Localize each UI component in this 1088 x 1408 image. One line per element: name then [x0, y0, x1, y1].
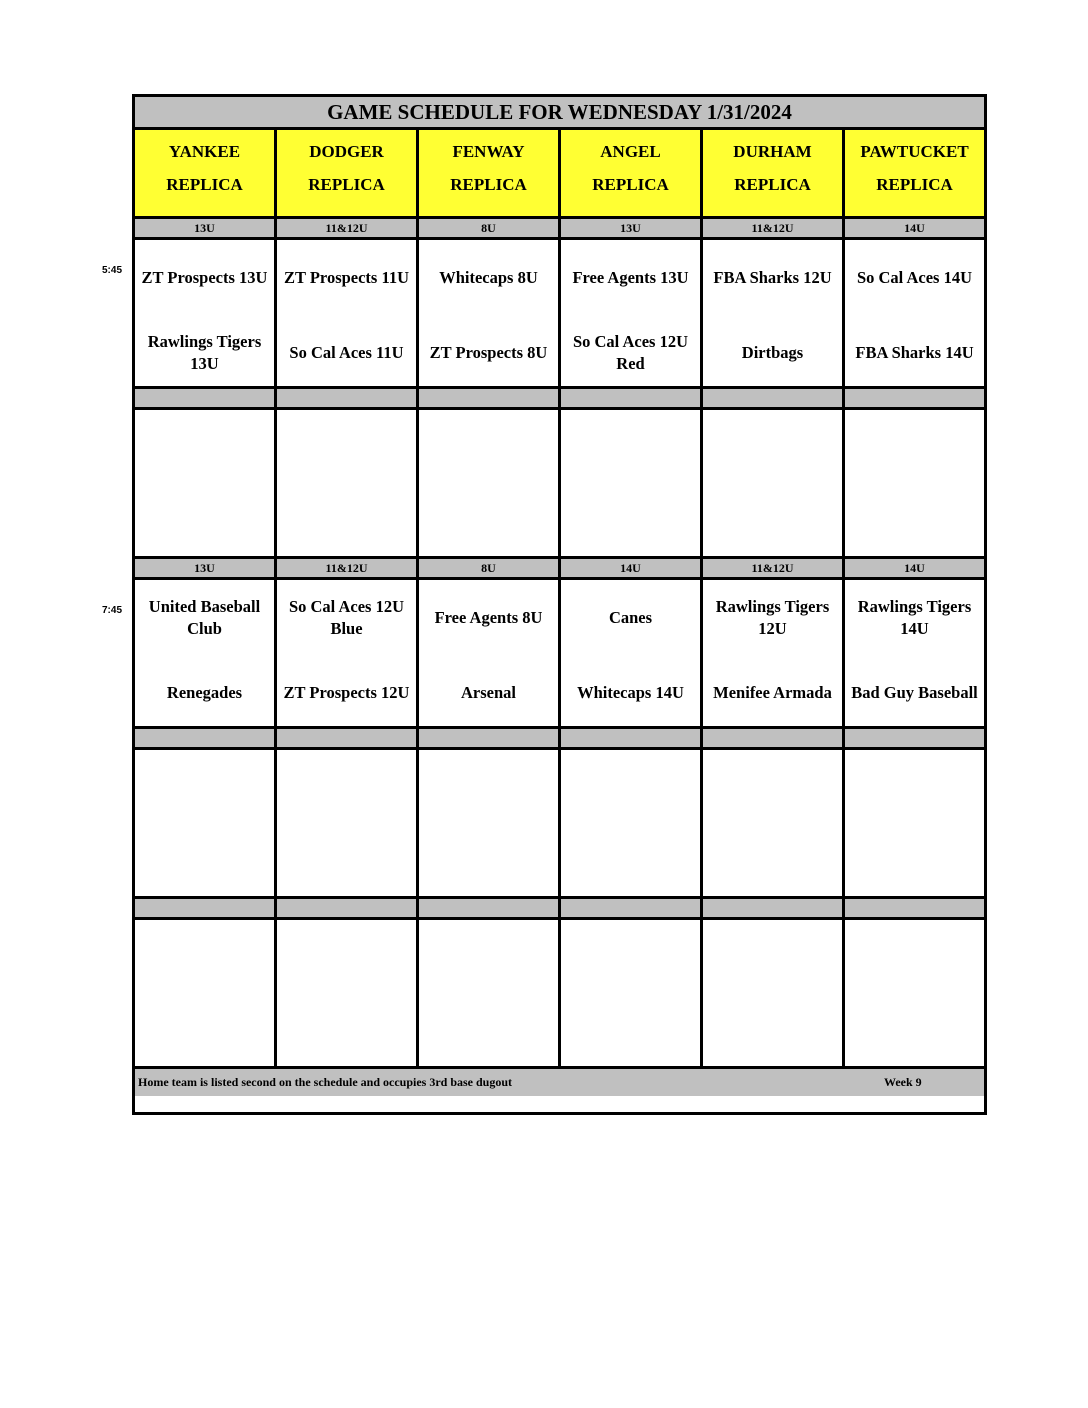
game-cell	[703, 580, 845, 726]
game-cell	[135, 580, 277, 726]
age-division	[419, 899, 561, 917]
away-team	[135, 765, 274, 811]
away-team	[703, 425, 842, 471]
age-division	[703, 729, 845, 747]
away-team	[845, 935, 984, 981]
age-division	[845, 899, 984, 917]
age-division: 8U	[419, 559, 561, 577]
away-team: Rawlings Tigers 12U	[715, 597, 830, 638]
home-team: Rawlings Tigers 13U	[147, 332, 262, 373]
game-cell	[561, 240, 703, 386]
field-name: DODGER	[309, 142, 384, 161]
away-team: Free Agents 8U	[434, 608, 543, 627]
age-division-row	[135, 389, 984, 410]
game-cell	[419, 580, 561, 726]
age-division	[135, 389, 277, 407]
age-division-row	[135, 899, 984, 920]
away-team: Rawlings Tigers 14U	[857, 597, 972, 638]
home-team: Menifee Armada	[713, 683, 832, 702]
game-row	[135, 240, 984, 389]
away-team	[703, 765, 842, 811]
home-team	[277, 500, 416, 546]
away-team	[135, 425, 274, 471]
game-cell	[277, 920, 419, 1066]
game-cell	[561, 920, 703, 1066]
age-division: 13U	[561, 219, 703, 237]
field-header-row	[135, 130, 984, 219]
age-division	[135, 899, 277, 917]
game-cell	[845, 580, 984, 726]
age-division	[561, 389, 703, 407]
game-cell	[703, 240, 845, 386]
age-division	[845, 389, 984, 407]
age-division: 13U	[135, 219, 277, 237]
game-cell	[703, 750, 845, 896]
away-team: United Baseball Club	[148, 597, 261, 638]
game-cell	[419, 920, 561, 1066]
game-row	[135, 920, 984, 1069]
home-team: Renegades	[166, 683, 243, 702]
game-cell	[419, 240, 561, 386]
game-cell	[135, 410, 277, 556]
age-division: 11&12U	[703, 219, 845, 237]
home-team: Whitecaps 14U	[577, 683, 684, 702]
age-division	[703, 899, 845, 917]
age-division	[135, 729, 277, 747]
field-header-durham	[703, 130, 845, 216]
field-type: REPLICA	[876, 175, 953, 194]
home-team	[561, 500, 700, 546]
away-team	[845, 425, 984, 471]
field-name: ANGEL	[600, 142, 661, 161]
age-division: 14U	[845, 559, 984, 577]
age-division	[703, 389, 845, 407]
game-cell	[703, 920, 845, 1066]
field-name: PAWTUCKET	[860, 142, 969, 161]
home-team	[135, 500, 274, 546]
age-division	[845, 729, 984, 747]
game-cell	[561, 580, 703, 726]
game-cell	[561, 410, 703, 556]
away-team	[277, 765, 416, 811]
field-type: REPLICA	[450, 175, 527, 194]
home-team	[703, 840, 842, 886]
home-team	[561, 1010, 700, 1056]
away-team: ZT Prospects 11U	[284, 268, 409, 287]
footer-bar	[135, 1069, 984, 1096]
game-cell	[135, 920, 277, 1066]
game-cell	[845, 920, 984, 1066]
away-team: Canes	[608, 608, 653, 627]
field-name: FENWAY	[452, 142, 525, 161]
age-division	[277, 899, 419, 917]
age-division: 14U	[561, 559, 703, 577]
home-team	[845, 1010, 984, 1056]
away-team	[561, 425, 700, 471]
field-header-dodger	[277, 130, 419, 216]
home-team: FBA Sharks 14U	[855, 343, 974, 362]
age-division: 13U	[135, 559, 277, 577]
away-team: So Cal Aces 12U Blue	[288, 597, 405, 638]
game-cell	[135, 750, 277, 896]
age-division	[419, 729, 561, 747]
age-division: 11&12U	[277, 219, 419, 237]
age-division	[277, 729, 419, 747]
home-team-note: Home team is listed second on the schedule and occupies 3rd base dugout	[138, 1075, 513, 1089]
game-row	[135, 580, 984, 729]
home-team	[135, 840, 274, 886]
game-cell	[277, 410, 419, 556]
game-cell	[135, 240, 277, 386]
game-cell	[845, 750, 984, 896]
age-division	[561, 729, 703, 747]
home-team	[277, 1010, 416, 1056]
age-division-row	[135, 559, 984, 580]
game-time-label: 5:45	[102, 265, 123, 276]
field-header-pawtucket	[845, 130, 984, 216]
home-team: Bad Guy Baseball	[851, 683, 978, 702]
game-cell	[703, 410, 845, 556]
week-label: Week 9	[884, 1075, 922, 1089]
schedule-body	[135, 219, 984, 1096]
home-team: So Cal Aces 11U	[289, 343, 404, 362]
game-cell	[845, 240, 984, 386]
field-type: REPLICA	[166, 175, 243, 194]
home-team	[703, 500, 842, 546]
home-team	[419, 1010, 558, 1056]
age-division-row	[135, 729, 984, 750]
home-team	[845, 500, 984, 546]
away-team: Whitecaps 8U	[439, 268, 538, 287]
field-type: REPLICA	[734, 175, 811, 194]
field-header-angel	[561, 130, 703, 216]
home-team	[419, 500, 558, 546]
age-division	[419, 389, 561, 407]
away-team	[845, 765, 984, 811]
home-team: Arsenal	[461, 683, 516, 702]
page-title: GAME SCHEDULE FOR WEDNESDAY 1/31/2024	[135, 97, 984, 130]
game-row	[135, 750, 984, 899]
field-type: REPLICA	[308, 175, 385, 194]
home-team	[135, 1010, 274, 1056]
age-division: 11&12U	[703, 559, 845, 577]
schedule-sheet	[132, 94, 987, 1115]
age-division	[561, 899, 703, 917]
away-team: Free Agents 13U	[572, 268, 689, 287]
away-team	[419, 765, 558, 811]
field-name: YANKEE	[168, 142, 241, 161]
age-division: 14U	[845, 219, 984, 237]
away-team	[561, 935, 700, 981]
game-cell	[277, 750, 419, 896]
game-cell	[845, 410, 984, 556]
home-team: ZT Prospects 12U	[283, 683, 410, 702]
game-time-label: 7:45	[102, 605, 123, 616]
field-header-yankee	[135, 130, 277, 216]
game-row	[135, 410, 984, 559]
away-team	[277, 425, 416, 471]
home-team	[419, 840, 558, 886]
away-team	[135, 935, 274, 981]
game-cell	[419, 750, 561, 896]
home-team: ZT Prospects 8U	[429, 343, 548, 362]
away-team	[277, 935, 416, 981]
game-cell	[277, 580, 419, 726]
game-cell	[277, 240, 419, 386]
home-team	[277, 840, 416, 886]
age-division-row	[135, 219, 984, 240]
age-division: 11&12U	[277, 559, 419, 577]
home-team	[845, 840, 984, 886]
away-team	[561, 765, 700, 811]
away-team: FBA Sharks 12U	[713, 268, 832, 287]
field-header-fenway	[419, 130, 561, 216]
away-team: ZT Prospects 13U	[141, 268, 268, 287]
field-type: REPLICA	[592, 175, 669, 194]
away-team	[419, 935, 558, 981]
age-division: 8U	[419, 219, 561, 237]
away-team	[419, 425, 558, 471]
field-name: DURHAM	[733, 142, 812, 161]
away-team	[703, 935, 842, 981]
away-team: So Cal Aces 14U	[856, 268, 973, 287]
home-team: Dirtbags	[741, 343, 804, 362]
home-team	[561, 840, 700, 886]
game-cell	[561, 750, 703, 896]
home-team: So Cal Aces 12U Red	[572, 332, 689, 373]
game-cell	[419, 410, 561, 556]
age-division	[277, 389, 419, 407]
home-team	[703, 1010, 842, 1056]
